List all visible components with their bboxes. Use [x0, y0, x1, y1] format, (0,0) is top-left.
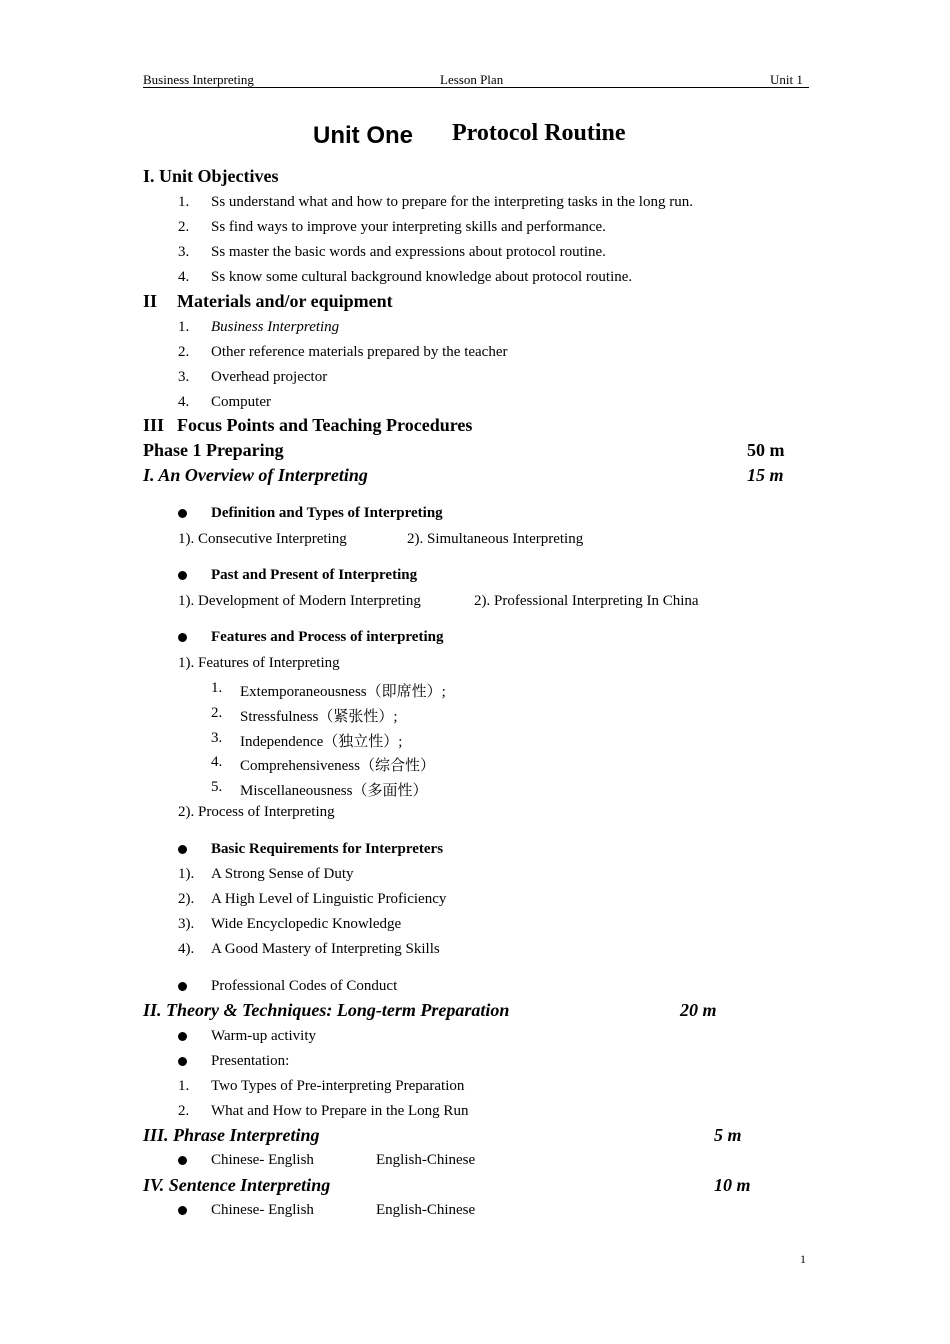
- theory-time: 20 m: [680, 1000, 717, 1020]
- bullet-codes: Professional Codes of Conduct: [211, 978, 398, 994]
- material-num: 4.: [178, 394, 190, 410]
- objective-num: 3.: [178, 244, 190, 260]
- material-num: 3.: [178, 369, 190, 385]
- phase-1-label: Phase 1 Preparing: [143, 440, 284, 460]
- focus-heading: Focus Points and Teaching Procedures: [177, 415, 473, 435]
- feature-num: 3.: [211, 730, 223, 746]
- requirement-text: Wide Encyclopedic Knowledge: [211, 916, 402, 932]
- feature-num: 4.: [211, 754, 223, 770]
- definition-a: 1). Consecutive Interpreting: [178, 531, 347, 547]
- phrase-time: 5 m: [714, 1125, 742, 1145]
- objectives-heading: I. Unit Objectives: [143, 166, 279, 186]
- focus-heading-num: III: [143, 415, 165, 435]
- feature-num: 2.: [211, 705, 223, 721]
- feature-text: Extemporaneousness（即席性）;: [240, 684, 446, 700]
- sentence-b: English-Chinese: [376, 1202, 476, 1218]
- overview-time: 15 m: [747, 465, 784, 485]
- definition-b: 2). Simultaneous Interpreting: [407, 531, 584, 547]
- requirement-text: A Good Mastery of Interpreting Skills: [211, 941, 440, 957]
- phrase-label: III. Phrase Interpreting: [143, 1125, 320, 1145]
- objective-num: 4.: [178, 269, 190, 285]
- overview-label: I. An Overview of Interpreting: [143, 465, 368, 485]
- header-rule: [143, 87, 809, 88]
- materials-heading-num: II: [143, 291, 158, 311]
- objective-text: Ss understand what and how to prepare for the interpreting tasks in the long run.: [211, 194, 693, 210]
- theory-text: Two Types of Pre-interpreting Preparation: [211, 1078, 465, 1094]
- materials-heading: Materials and/or equipment: [177, 291, 393, 311]
- unit-topic: Protocol Routine: [452, 120, 626, 146]
- feature-text: Miscellaneousness（多面性）: [240, 783, 428, 799]
- objective-text: Ss know some cultural background knowledge about protocol routine.: [211, 269, 633, 285]
- feature-num: 1.: [211, 680, 223, 696]
- header-center: Lesson Plan: [440, 72, 504, 87]
- material-text: Computer: [211, 394, 271, 410]
- features-sub2: 2). Process of Interpreting: [178, 804, 335, 820]
- bullet-phrase-a: Chinese- English: [211, 1152, 314, 1168]
- sentence-time: 10 m: [714, 1175, 751, 1195]
- header-left: Business Interpreting: [143, 72, 254, 87]
- sentence-label: IV. Sentence Interpreting: [143, 1175, 331, 1195]
- theory-num: 2.: [178, 1103, 190, 1119]
- feature-text: Independence（独立性）;: [240, 734, 403, 750]
- bullet-requirements: Basic Requirements for Interpreters: [211, 841, 444, 857]
- requirement-num: 1).: [178, 866, 195, 882]
- feature-text: Comprehensiveness（综合性）: [240, 758, 435, 774]
- theory-label: II. Theory & Techniques: Long-term Preparation: [143, 1000, 510, 1020]
- bullet-presentation: Presentation:: [211, 1053, 290, 1069]
- past-a: 1). Development of Modern Interpreting: [178, 593, 421, 609]
- unit-title: Unit One: [313, 122, 413, 149]
- objective-num: 1.: [178, 194, 190, 210]
- material-text: Other reference materials prepared by the teacher: [211, 344, 508, 360]
- phase-1-time: 50 m: [747, 440, 785, 460]
- theory-num: 1.: [178, 1078, 190, 1094]
- material-num: 1.: [178, 319, 190, 335]
- material-text: Overhead projector: [211, 369, 328, 385]
- phrase-b: English-Chinese: [376, 1152, 476, 1168]
- past-b: 2). Professional Interpreting In China: [474, 593, 699, 609]
- theory-text: What and How to Prepare in the Long Run: [211, 1103, 469, 1119]
- requirement-num: 2).: [178, 891, 195, 907]
- material-text: Business Interpreting: [211, 319, 340, 335]
- objective-text: Ss find ways to improve your interpreting skills and performance.: [211, 219, 606, 235]
- requirement-text: A Strong Sense of Duty: [211, 866, 354, 882]
- requirement-num: 4).: [178, 941, 195, 957]
- feature-text: Stressfulness（紧张性）;: [240, 709, 398, 725]
- bullet-definition: Definition and Types of Interpreting: [211, 505, 443, 521]
- bullet-features: Features and Process of interpreting: [211, 629, 444, 645]
- features-sub1: 1). Features of Interpreting: [178, 655, 340, 671]
- feature-num: 5.: [211, 779, 223, 795]
- requirement-num: 3).: [178, 916, 195, 932]
- objective-text: Ss master the basic words and expressions about protocol routine.: [211, 244, 606, 260]
- header-right: Unit 1: [770, 72, 803, 87]
- bullet-past: Past and Present of Interpreting: [211, 567, 418, 583]
- requirement-text: A High Level of Linguistic Proficiency: [211, 891, 447, 907]
- objective-num: 2.: [178, 219, 190, 235]
- bullet-sentence-a: Chinese- English: [211, 1202, 314, 1218]
- page-number: 1: [800, 1252, 806, 1266]
- bullet-warmup: Warm-up activity: [211, 1028, 317, 1044]
- material-num: 2.: [178, 344, 190, 360]
